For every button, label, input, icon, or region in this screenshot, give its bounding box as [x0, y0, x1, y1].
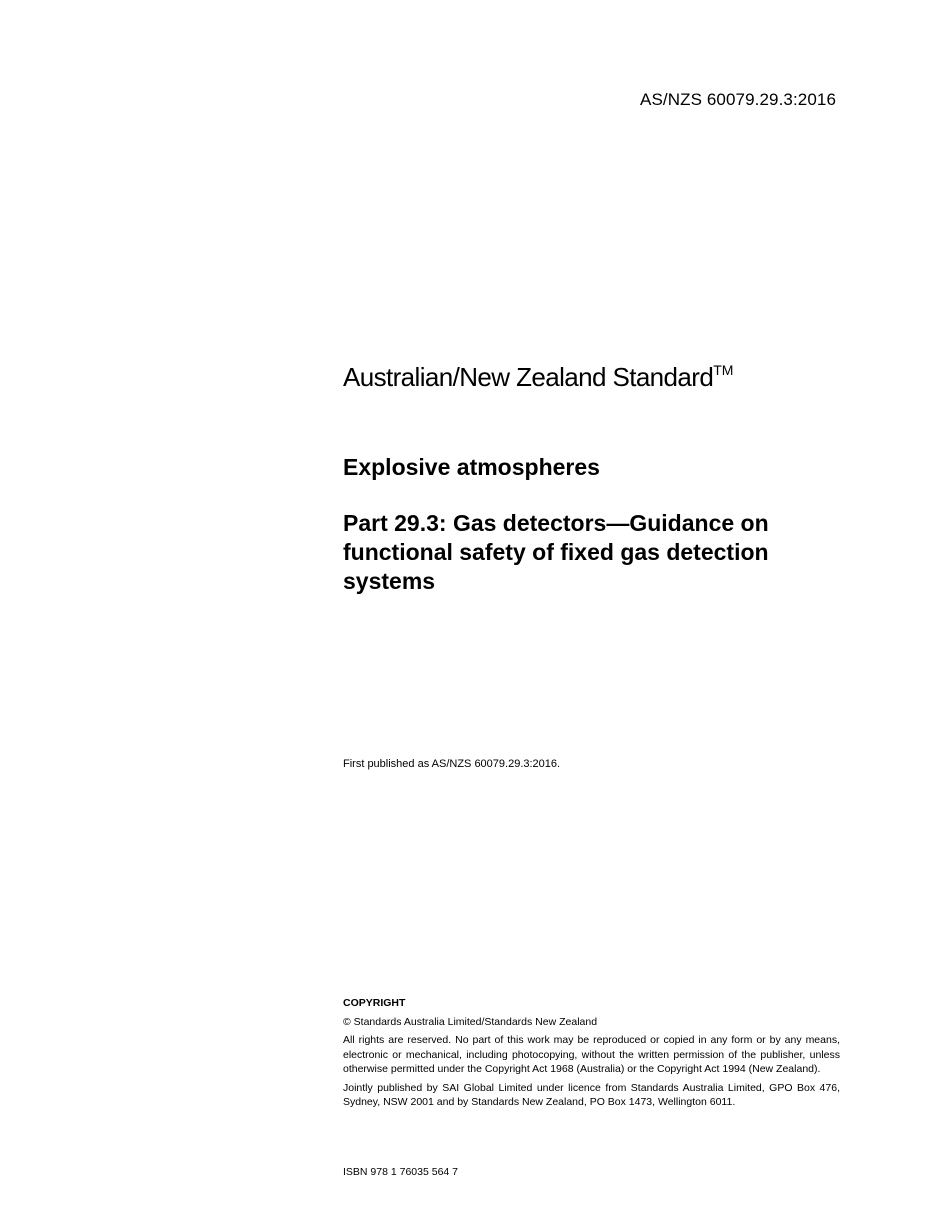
copyright-label: COPYRIGHT — [343, 997, 406, 1009]
part-title: Part 29.3: Gas detectors—Guidance on functional safety of fixed gas detection systems — [343, 510, 769, 594]
copyright-holder: © Standards Australia Limited/Standards New Zealand — [343, 1015, 598, 1028]
copyright-publisher: Jointly published by SAI Global Limited under licence from Standards Australia Limited, GPO Box 476, Sydney, NSW 2001 and by Standards New Zealand, PO Box 1473, Wellington 6011. — [343, 1081, 840, 1108]
standard-heading — [343, 362, 733, 393]
standard-number: AS/NZS 60079.29.3:2016 — [640, 90, 836, 109]
document-title: Explosive atmospheres — [343, 454, 600, 480]
first-published-note: First published as AS/NZS 60079.29.3:2016. — [343, 758, 561, 770]
trademark-mark: TM — [713, 362, 734, 378]
copyright-rights: All rights are reserved. No part of this work may be reproduced or copied in any form or by any means, electronic or mechanical, including photocopying, without the written permission of the publisher, unless otherwise permitted under the Copyright Act 1968 (Australia) or the Copyright Act 1994 (New Zealand). — [343, 1034, 840, 1075]
copyright-block — [343, 996, 840, 1114]
isbn: ISBN 978 1 76035 564 7 — [343, 1166, 459, 1178]
standard-heading-text: Australian/New Zealand Standard — [343, 362, 714, 392]
